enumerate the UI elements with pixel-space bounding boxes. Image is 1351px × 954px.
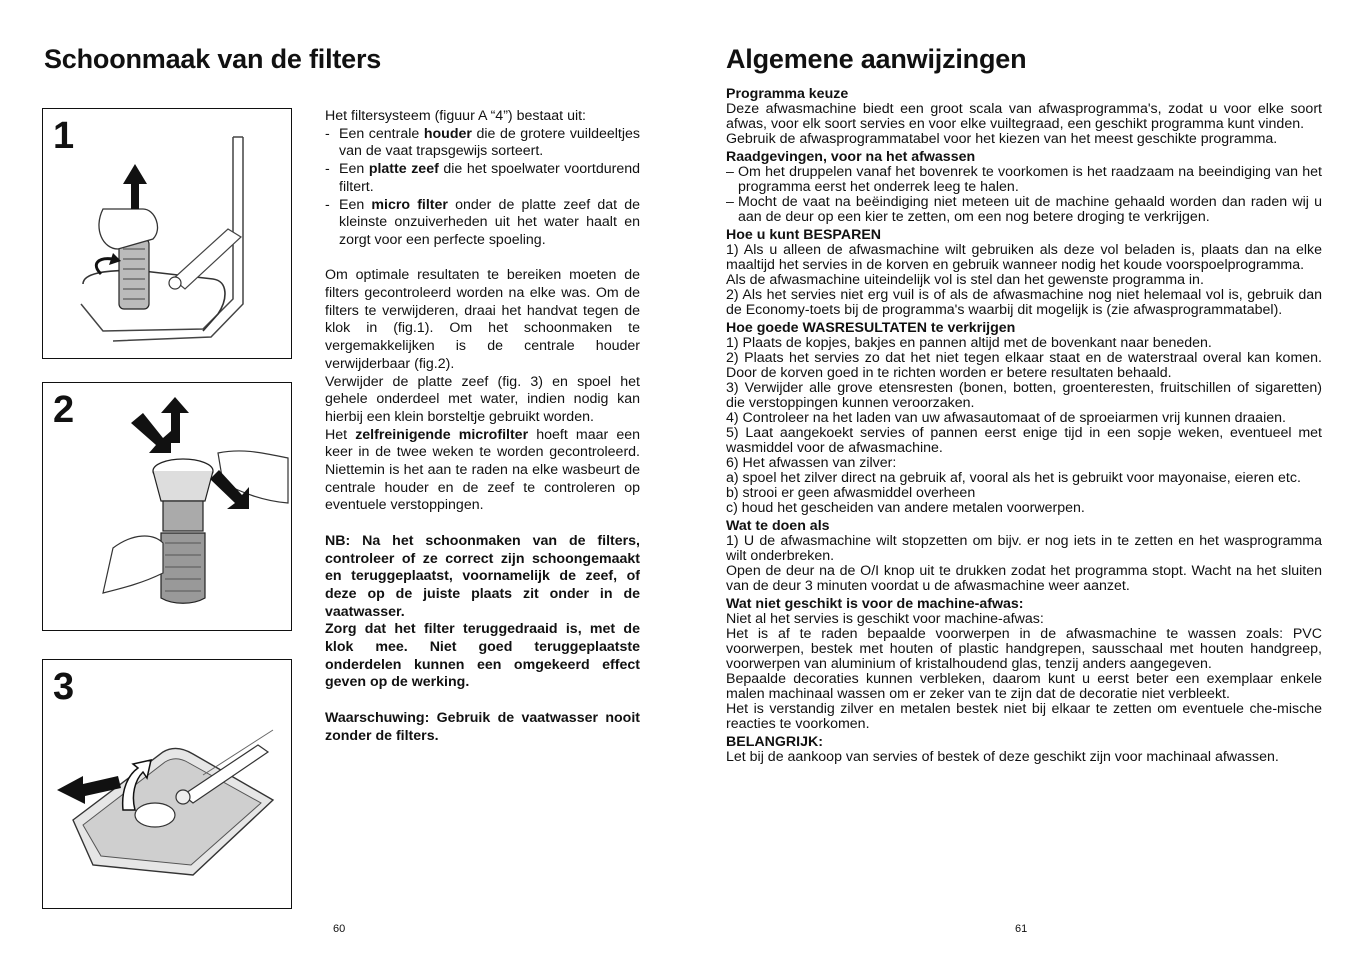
- paragraph: Let bij de aankoop van servies of bestek of deze geschikt zijn voor machinaal afwassen.: [726, 749, 1279, 765]
- paragraph: Gebruik de afwasprogrammatabel voor het kiezen van het meest geschikte programma.: [726, 131, 1278, 147]
- note-paragraph: Zorg dat het filter teruggedraaid is, met de klok mee. Niet goed teruggeplaatste onderdelen kunnen een omgekeerd effect geven op de werking.: [325, 621, 640, 691]
- section-programma-keuze: [726, 87, 1322, 147]
- paragraph: Open de deur na de O/I knop uit te drukken zodat het programma stopt. Wacht na het sluiten van de deur 3 minuten voordat u de afwasmachine weer aanzet.: [726, 563, 1322, 594]
- paragraph: Het zelfreinigende microfilter hoeft maar een keer in de twee weken te worden gecontroleerd. Niettemin is het aan te raden na elke wasbeurt de centrale houder en de zeef te controleren op eventuele verstoppingen.: [325, 426, 640, 514]
- filter-removal-illustration: [43, 383, 292, 631]
- paragraph: 2) Plaats het servies zo dat het niet tegen elkaar staat en de waterstraal overal kan komen. Door de korven goed in te richten worden er betere resultaten behaald.: [726, 350, 1322, 381]
- section-wasresultaten: [726, 321, 1322, 516]
- paragraph: c) houd het gescheiden van andere metalen voorwerpen.: [726, 500, 1085, 516]
- figure-number: 2: [53, 389, 75, 431]
- paragraph: Het is verstandig zilver en metalen bestek niet bij elkaar te zetten om eventuele che-mische reacties te voorkomen.: [726, 701, 1322, 732]
- section-raadgevingen: [726, 150, 1322, 225]
- list-item: – Mocht de vaat na beëindiging niet meteen uit de machine gehaald worden dan raden wij u aan de deur op een kier te zetten, om een nog betere droging te verkrijgen.: [726, 194, 1322, 225]
- list-item: – Om het druppelen vanaf het bovenrek te voorkomen is het raadzaam na beeindiging van het programma eerst het onderrek leeg te halen.: [726, 164, 1322, 195]
- paragraph: 1) Als u alleen de afwasmachine wilt gebruiken als deze vol beladen is, plaats dan na elke maaltijd het servies in de korven en gebruik wanneer nodig het koude voorspoelprogramma.: [726, 242, 1322, 273]
- paragraph: Het is af te raden bepaalde voorwerpen in de afwasmachine te wassen zoals: PVC voorwerpen, bestek met houten of plastic handgrepen, sausschaal met houten handgreep, voorwerpen van aluminium of kristalhoudend glas, tenzij anders aangegeven.: [726, 626, 1322, 672]
- figure-2: [42, 382, 292, 631]
- paragraph: Niet al het servies is geschikt voor machine-afwas:: [726, 611, 1044, 627]
- section-heading: Wat te doen als: [726, 518, 830, 534]
- paragraph: 2) Als het servies niet erg vuil is of als de afwasmachine nog niet helemaal vol is, gebruik dan de Economy-toets bij de programma's waarbij dit mogelijk is (zie afwasprogrammatabel).: [726, 287, 1322, 318]
- paragraph: 6) Het afwassen van zilver:: [726, 455, 897, 471]
- figure-number: 1: [53, 115, 75, 157]
- paragraph: b) strooi er geen afwasmiddel overheen: [726, 485, 976, 501]
- paragraph: 1) Plaats de kopjes, bakjes en pannen altijd met de bovenkant naar beneden.: [726, 335, 1212, 351]
- filter-intro: Het filtersysteem (figuur A “4”) bestaat uit:: [325, 108, 586, 124]
- general-instructions: [726, 87, 1322, 768]
- paragraph: Als de afwasmachine uiteindelijk vol is stel dan het gewenste programma in.: [726, 272, 1204, 288]
- warning-paragraph: Waarschuwing: Gebruik de vaatwasser nooit zonder de filters.: [325, 709, 640, 744]
- filter-parts-list: [325, 126, 640, 250]
- paragraph: Verwijder de platte zeef (fig. 3) en spoel het gehele onderdeel met water, indien nodig kan hierbij een klein borsteltje gebruikt worden.: [325, 373, 640, 425]
- section-besparen: [726, 228, 1322, 318]
- section-niet-geschikt: [726, 597, 1322, 732]
- note-paragraph: NB: Na het schoonmaken van de filters, controleer of ze correct zijn schoongemaakt en teruggeplaatst, voornamelijk de zeef, of deze op de juiste plaats zit onder in de vaatwasser.: [325, 532, 640, 620]
- paragraph: 4) Controleer na het laden van uw afwasautomaat of de sproeiarmen vrij kunnen draaien.: [726, 410, 1286, 426]
- section-wat-te-doen: [726, 519, 1322, 594]
- section-heading: BELANGRIJK:: [726, 734, 823, 750]
- filter-unscrew-illustration: [43, 109, 292, 359]
- list-item: - Een micro filter onder de platte zeef dat de kleinste onzuiverheden uit het water haalt en zorgt voor een perfecte spoeling.: [325, 196, 640, 248]
- section-belangrijk: [726, 735, 1322, 765]
- section-heading: Hoe u kunt BESPAREN: [726, 227, 882, 243]
- section-heading: Raadgevingen, voor na het afwassen: [726, 149, 976, 165]
- figure-3: [42, 659, 292, 909]
- list-item: - Een centrale houder die de grotere vuildeeltjes van de vaat trapsgewijs sorteert.: [325, 125, 641, 160]
- paragraph: Bepaalde decoraties kunnen verbleken, daarom kunt u eerst beter een exemplaar enkele malen machinaal wassen om er zeker van te zijn dat de decoratie niet verbleekt.: [726, 671, 1322, 702]
- paragraph: Om optimale resultaten te bereiken moeten de filters gecontroleerd worden na elke was. Om de filters te verwijderen, draai het handvat tegen de klok in (fig.1). Om het schoonmaken te vergemakkelijken is de centrale houder verwijderbaar (fig.2).: [325, 267, 640, 372]
- figure-1: [42, 108, 292, 359]
- section-heading: Wat niet geschikt is voor de machine-afwas:: [726, 596, 1024, 612]
- paragraph: a) spoel het zilver direct na gebruik af, vooral als het is gebruikt voor mayonaise, eieren etc.: [726, 470, 1301, 486]
- paragraph: Deze afwasmachine biedt een groot scala van afwasprogramma's, zodat u voor elke soort afwas, voor elk soort servies en voor elke vuiltegraad, een geschikt programma kunt vinden.: [726, 101, 1322, 132]
- paragraph: 3) Verwijder alle grove etensresten (bonen, botten, groenteresten, fruitschillen of sigaretten) die verstoppingen kunnen veroorzaken.: [726, 380, 1322, 411]
- page-title-left: Schoonmaak van de filters: [44, 44, 382, 74]
- page-number-right: 61: [1015, 923, 1028, 935]
- paragraph: 1) U de afwasmachine wilt stopzetten om bijv. er nog iets in te zetten en het wasprogramma wilt onderbreken.: [726, 533, 1322, 564]
- filter-instructions: [325, 108, 640, 745]
- page-number-left: 60: [333, 923, 346, 935]
- section-heading: Hoe goede WASRESULTATEN te verkrijgen: [726, 320, 1016, 336]
- figure-number: 3: [53, 666, 75, 708]
- paragraph: 5) Laat aangekoekt servies of pannen eerst enige tijd in een sopje weken, eventueel met wasmiddel voor de afwasmachine.: [726, 425, 1322, 456]
- section-heading: Programma keuze: [726, 86, 849, 102]
- list-item: - Een platte zeef die het spoelwater voortdurend filtert.: [325, 161, 641, 195]
- flat-filter-illustration: [43, 660, 292, 909]
- page-title-right: Algemene aanwijzingen: [726, 44, 1027, 74]
